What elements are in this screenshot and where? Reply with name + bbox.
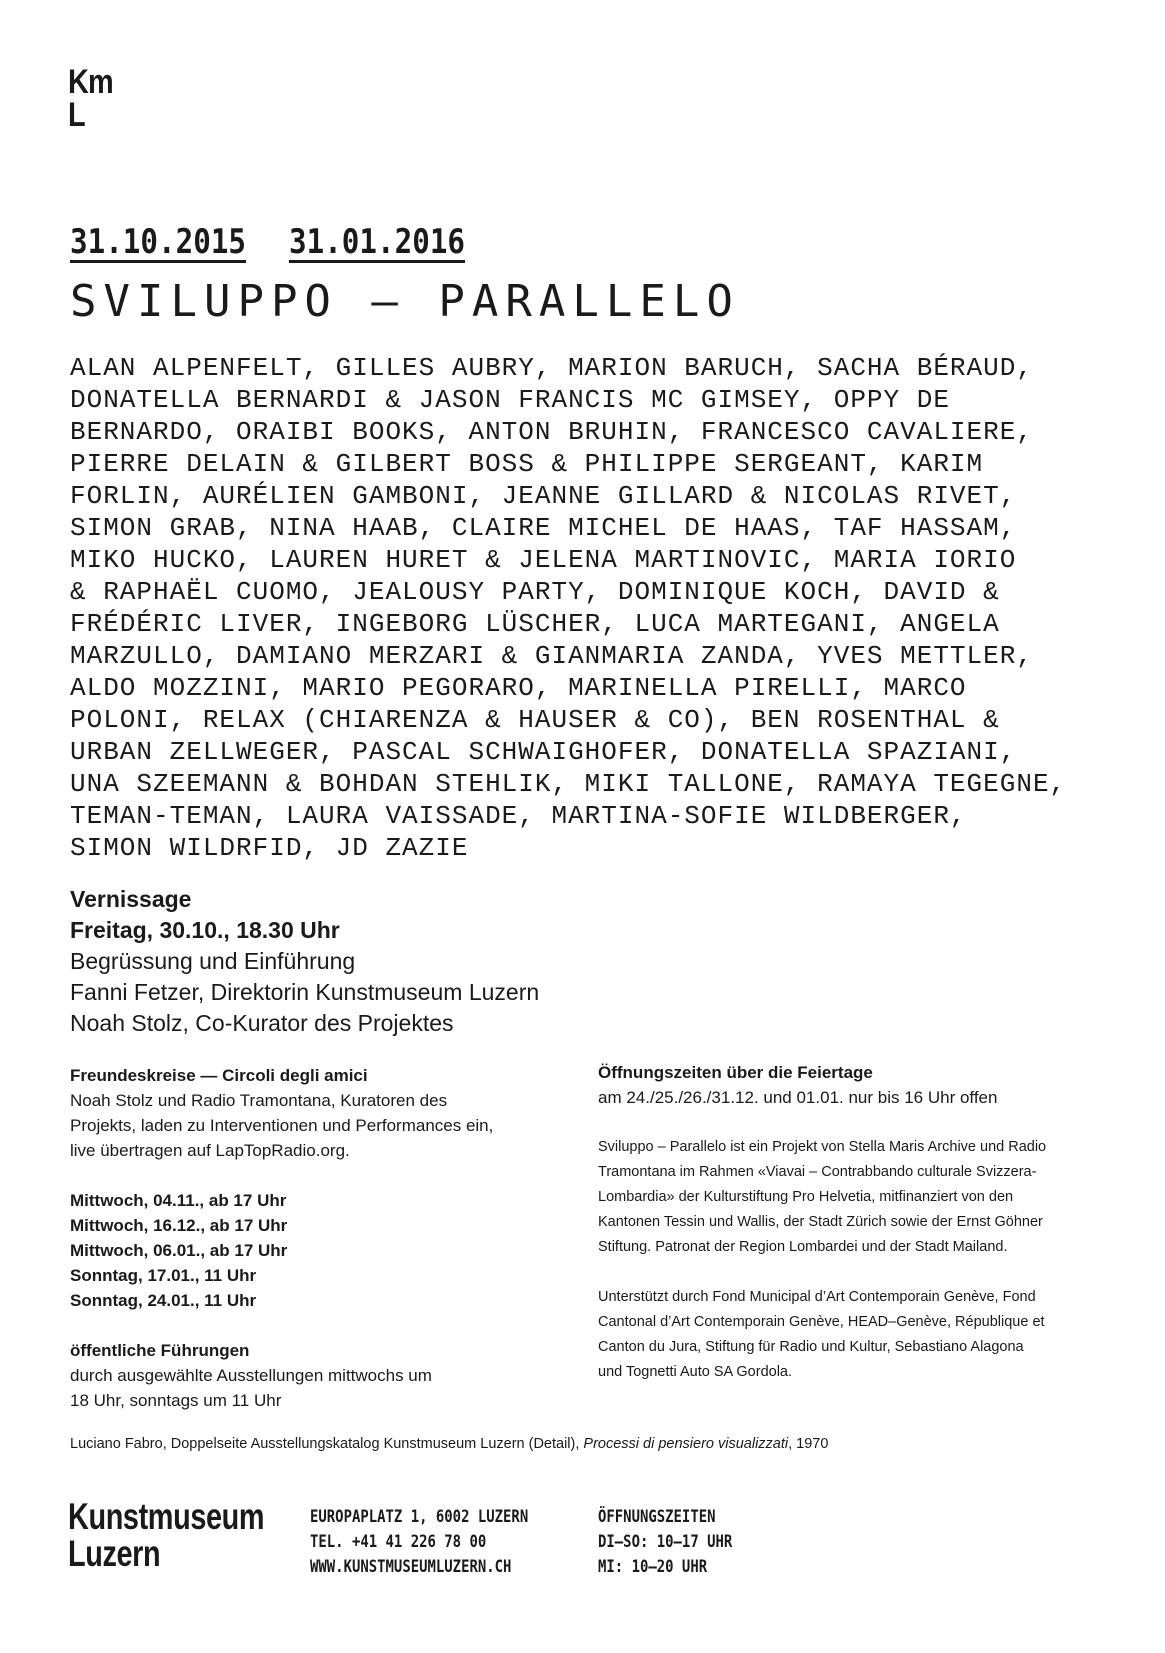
museum-logo-mark bbox=[68, 63, 113, 134]
event-date: Mittwoch, 04.11., ab 17 Uhr bbox=[70, 1191, 287, 1210]
freundeskreise-line: Noah Stolz und Radio Tramontana, Kuratoren des bbox=[70, 1091, 448, 1110]
fuehrungen-line: 18 Uhr, sonntags um 11 Uhr bbox=[70, 1391, 282, 1410]
event-date: Mittwoch, 06.01., ab 17 Uhr bbox=[70, 1241, 288, 1260]
opening-hours-line-1: DI–SO: 10–17 UHR bbox=[598, 1532, 733, 1552]
project-info-line: Lombardia» der Kulturstiftung Pro Helvetia, mitfinanziert von den bbox=[598, 1189, 1014, 1205]
kunstmuseum-logo bbox=[68, 1498, 264, 1572]
event-date: Mittwoch, 16.12., ab 17 Uhr bbox=[70, 1216, 288, 1235]
footer-logo-line-2: Luzern bbox=[68, 1533, 161, 1574]
feiertage-heading: Öffnungszeiten über die Feiertage bbox=[598, 1063, 873, 1082]
info-column bbox=[598, 1060, 1098, 1385]
support-info-line: Unterstützt durch Fond Municipal d’Art Contemporain Genève, Fond bbox=[598, 1289, 1036, 1305]
website: WWW.KUNSTMUSEUMLUZERN.CH bbox=[310, 1557, 512, 1577]
vernissage-line-3: Noah Stolz, Co-Kurator des Projektes bbox=[70, 1010, 454, 1036]
caption-year: , 1970 bbox=[788, 1436, 829, 1452]
freundeskreise-line: live übertragen auf LapTopRadio.org. bbox=[70, 1141, 350, 1160]
support-info-line: Canton du Jura, Stiftung für Radio und Kultur, Sebastiano Alagona bbox=[598, 1339, 1024, 1355]
feiertage-text: am 24./25./26./31.12. und 01.01. nur bis 16 Uhr offen bbox=[598, 1088, 998, 1107]
image-caption bbox=[70, 1434, 828, 1454]
vernissage-line-2: Fanni Fetzer, Direktorin Kunstmuseum Luzern bbox=[70, 979, 540, 1005]
project-info-line: Sviluppo – Parallelo ist ein Projekt von Stella Maris Archive und Radio bbox=[598, 1139, 1047, 1155]
exhibition-dates bbox=[70, 222, 508, 262]
event-date: Sonntag, 24.01., 11 Uhr bbox=[70, 1291, 257, 1310]
logo-line-2: L bbox=[68, 96, 85, 134]
vernissage-block bbox=[70, 884, 539, 1039]
fuehrungen-heading: öffentliche Führungen bbox=[70, 1341, 250, 1360]
address: EUROPAPLATZ 1, 6002 LUZERN bbox=[310, 1507, 529, 1527]
start-date: 31.10.2015 bbox=[70, 222, 247, 262]
footer-logo-line-1: Kunstmuseum bbox=[68, 1496, 265, 1537]
event-date: Sonntag, 17.01., 11 Uhr bbox=[70, 1266, 257, 1285]
support-info-line: Cantonal d’Art Contemporain Genève, HEAD–Genève, République et bbox=[598, 1314, 1045, 1330]
support-info-line: und Tognetti Auto SA Gordola. bbox=[598, 1364, 793, 1380]
freundeskreise-heading: Freundeskreise — Circoli degli amici bbox=[70, 1066, 368, 1085]
events-column bbox=[70, 1063, 590, 1413]
vernissage-date: Freitag, 30.10., 18.30 Uhr bbox=[70, 917, 340, 943]
caption-work-title: Processi di pensiero visualizzati bbox=[583, 1436, 789, 1452]
project-info-line: Tramontana im Rahmen «Viavai – Contrabbando culturale Svizzera- bbox=[598, 1164, 1037, 1180]
exhibition-title: SVILUPPO — PARALLELO bbox=[70, 276, 740, 327]
project-info bbox=[598, 1135, 1098, 1260]
contact-info bbox=[310, 1505, 528, 1580]
artist-list: ALAN ALPENFELT, GILLES AUBRY, MARION BARUCH, SACHA BÉRAUD, DONATELLA BERNARDI & JASON FRANCIS MC GIMSEY, OPPY DE BERNARDO, ORAIBI BOOKS, ANTON BRUHIN, FRANCESCO CAVALIERE, PIERRE DELAIN & GILBERT BOSS & PHILIPPE SERGEANT, KARIM FORLIN, AURÉLIEN GAMBONI, JEANNE GILLARD & NICOLAS RIVET, SIMON GRAB, NINA HAAB, CLAIRE MICHEL DE HAAS, TAF HASSAM, MIKO HUCKO, LAUREN HURET & JELENA MARTINOVIC, MARIA IORIO & RAPHAËL CUOMO, JEALOUSY PARTY, DOMINIQUE KOCH, DAVID & FRÉDÉRIC LIVER, INGEBORG LÜSCHER, LUCA MARTEGANI, ANGELA MARZULLO, DAMIANO MERZARI & GIANMARIA ZANDA, YVES METTLER, ALDO MOZZINI, MARIO PEGORARO, MARINELLA PIRELLI, MARCO POLONI, RELAX (CHIARENZA & HAUSER & CO), BEN ROSENTHAL & URBAN ZELLWEGER, PASCAL SCHWAIGHOFER, DONATELLA SPAZIANI, UNA SZEEMANN & BOHDAN STEHLIK, MIKI TALLONE, RAMAYA TEGEGNE, TEMAN-TEMAN, LAURA VAISSADE, MARTINA-SOFIE WILDBERGER, SIMON WILDRFID, JD ZAZIE bbox=[70, 353, 1067, 863]
opening-hours bbox=[598, 1505, 732, 1580]
opening-hours-line-2: MI: 10–20 UHR bbox=[598, 1557, 708, 1577]
logo-line-1: Km bbox=[68, 63, 113, 101]
project-info-line: Kantonen Tessin und Wallis, der Stadt Zürich sowie der Ernst Göhner bbox=[598, 1214, 1043, 1230]
caption-text: Luciano Fabro, Doppelseite Ausstellungskatalog Kunstmuseum Luzern (Detail), bbox=[70, 1436, 584, 1452]
end-date: 31.01.2016 bbox=[289, 222, 466, 262]
vernissage-line-1: Begrüssung und Einführung bbox=[70, 948, 356, 974]
vernissage-heading: Vernissage bbox=[70, 886, 192, 912]
fuehrungen-line: durch ausgewählte Ausstellungen mittwochs um bbox=[70, 1366, 432, 1385]
opening-hours-heading: ÖFFNUNGSZEITEN bbox=[598, 1507, 716, 1527]
project-info-line: Stiftung. Patronat der Region Lombardei und der Stadt Mailand. bbox=[598, 1239, 1008, 1255]
telephone: TEL. +41 41 226 78 00 bbox=[310, 1532, 487, 1552]
freundeskreise-line: Projekts, laden zu Interventionen und Performances ein, bbox=[70, 1116, 494, 1135]
support-info bbox=[598, 1285, 1098, 1385]
